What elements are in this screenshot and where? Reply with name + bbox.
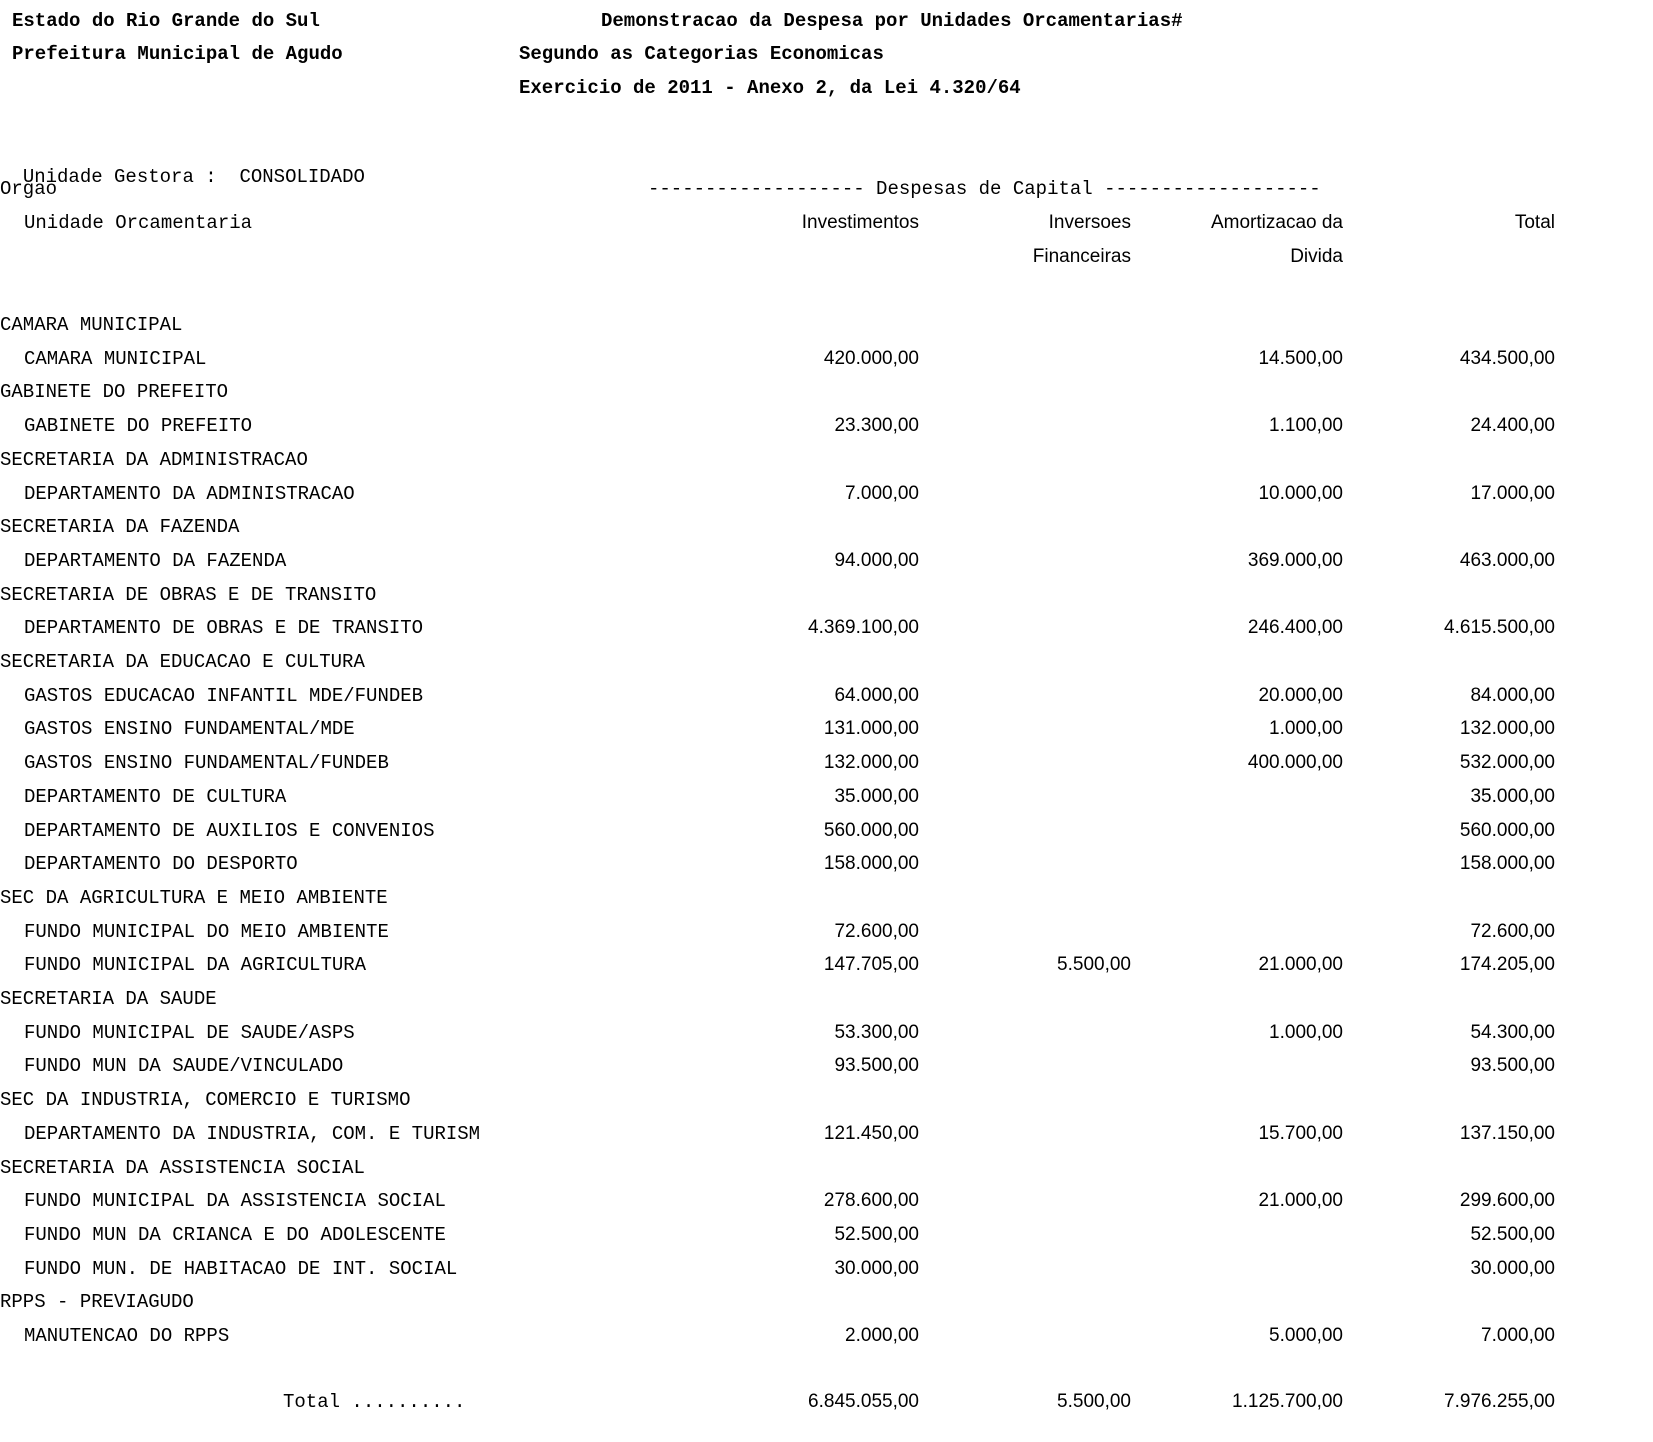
- cell-total: 52.500,00: [1470, 1224, 1555, 1245]
- col-header-unidade: Unidade Orcamentaria: [24, 212, 253, 234]
- cell-total: 560.000,00: [1459, 820, 1555, 841]
- unidade-name: FUNDO MUNICIPAL DO MEIO AMBIENTE: [24, 921, 389, 943]
- unidade-row: [0, 1054, 1653, 1078]
- cell-investimentos: 52.500,00: [834, 1224, 919, 1245]
- unidade-name: GASTOS ENSINO FUNDAMENTAL/FUNDEB: [24, 752, 389, 774]
- unidade-name: FUNDO MUN DA CRIANCA E DO ADOLESCENTE: [24, 1224, 446, 1246]
- totals-amortizacao: 1.125.700,00: [1232, 1391, 1343, 1412]
- unidade-row: [0, 920, 1653, 944]
- unidade-name: GASTOS ENSINO FUNDAMENTAL/MDE: [24, 718, 355, 740]
- cell-total: 463.000,00: [1459, 550, 1555, 571]
- cell-amortizacao: 14.500,00: [1258, 348, 1343, 369]
- col-header-orgao: Orgao: [0, 178, 58, 200]
- orgao-row: [0, 987, 1653, 1011]
- cell-amortizacao: 1.100,00: [1269, 415, 1343, 436]
- report-title: Demonstracao da Despesa por Unidades Orcamentarias#: [601, 10, 1183, 32]
- report-exercise: Exercicio de 2011 - Anexo 2, da Lei 4.320/64: [519, 77, 1021, 99]
- state-name: Estado do Rio Grande do Sul: [12, 10, 320, 32]
- report-subtitle: Segundo as Categorias Economicas: [519, 43, 884, 65]
- unidade-row: [0, 751, 1653, 775]
- cell-amortizacao: 21.000,00: [1258, 1190, 1343, 1211]
- cell-amortizacao: 10.000,00: [1258, 483, 1343, 504]
- unidade-row: [0, 819, 1653, 843]
- totals-label: Total ..........: [283, 1391, 466, 1413]
- cell-investimentos: 7.000,00: [845, 483, 919, 504]
- unidade-name: FUNDO MUN DA SAUDE/VINCULADO: [24, 1055, 344, 1077]
- unidade-name: GABINETE DO PREFEITO: [24, 415, 253, 437]
- unidade-row: [0, 852, 1653, 876]
- cell-amortizacao: 400.000,00: [1247, 752, 1343, 773]
- orgao-name: SEC DA AGRICULTURA E MEIO AMBIENTE: [0, 887, 388, 909]
- cell-investimentos: 560.000,00: [823, 820, 919, 841]
- unidade-name: FUNDO MUN. DE HABITACAO DE INT. SOCIAL: [24, 1258, 458, 1280]
- cell-investimentos: 72.600,00: [834, 921, 919, 942]
- col-header-inversoes-line2: Financeiras: [1032, 246, 1131, 267]
- cell-amortizacao: 369.000,00: [1247, 550, 1343, 571]
- totals-total: 7.976.255,00: [1444, 1391, 1555, 1412]
- cell-total: 30.000,00: [1470, 1258, 1555, 1279]
- unidade-row: [0, 953, 1653, 977]
- cell-total: 84.000,00: [1470, 685, 1555, 706]
- orgao-row: [0, 313, 1653, 337]
- orgao-row: [0, 650, 1653, 674]
- cell-amortizacao: 15.700,00: [1258, 1123, 1343, 1144]
- col-header-inversoes: Inversoes: [1048, 212, 1131, 233]
- orgao-name: SEC DA INDUSTRIA, COMERCIO E TURISMO: [0, 1089, 411, 1111]
- cell-total: 17.000,00: [1470, 483, 1555, 504]
- unidade-row: [0, 717, 1653, 741]
- cell-total: 532.000,00: [1459, 752, 1555, 773]
- unidade-gestora-label: Unidade Gestora :: [22, 166, 217, 188]
- unidade-name: DEPARTAMENTO DA FAZENDA: [24, 550, 287, 572]
- unidade-name: CAMARA MUNICIPAL: [24, 348, 207, 370]
- cell-total: 137.150,00: [1459, 1123, 1555, 1144]
- cell-investimentos: 131.000,00: [823, 718, 919, 739]
- unidade-name: FUNDO MUNICIPAL DE SAUDE/ASPS: [24, 1022, 355, 1044]
- orgao-name: SECRETARIA DA ADMINISTRACAO: [0, 449, 308, 471]
- cell-total: 72.600,00: [1470, 921, 1555, 942]
- col-header-amortizacao: Amortizacao da: [1210, 212, 1343, 233]
- cell-investimentos: 94.000,00: [834, 550, 919, 571]
- unidade-row: [0, 1122, 1653, 1146]
- cell-total: 132.000,00: [1459, 718, 1555, 739]
- cell-total: 24.400,00: [1470, 415, 1555, 436]
- unidade-name: DEPARTAMENTO DE OBRAS E DE TRANSITO: [24, 617, 424, 639]
- cell-total: 4.615.500,00: [1444, 617, 1555, 638]
- unidade-row: [0, 785, 1653, 809]
- cell-total: 434.500,00: [1459, 348, 1555, 369]
- orgao-name: SECRETARIA DA SAUDE: [0, 988, 217, 1010]
- unidade-row: [0, 684, 1653, 708]
- orgao-name: SECRETARIA DE OBRAS E DE TRANSITO: [0, 584, 377, 606]
- cell-investimentos: 147.705,00: [823, 954, 919, 975]
- unidade-row: [0, 1257, 1653, 1281]
- unidade-name: DEPARTAMENTO DE CULTURA: [24, 786, 287, 808]
- col-header-total: Total: [1514, 212, 1555, 233]
- unidade-name: FUNDO MUNICIPAL DA ASSISTENCIA SOCIAL: [24, 1190, 446, 1212]
- orgao-name: SECRETARIA DA ASSISTENCIA SOCIAL: [0, 1157, 365, 1179]
- orgao-name: RPPS - PREVIAGUDO: [0, 1291, 194, 1313]
- unidade-name: FUNDO MUNICIPAL DA AGRICULTURA: [24, 954, 367, 976]
- orgao-name: SECRETARIA DA EDUCACAO E CULTURA: [0, 651, 365, 673]
- orgao-row: [0, 380, 1653, 404]
- col-header-amortizacao-line2: Divida: [1290, 246, 1343, 267]
- cell-amortizacao: 1.000,00: [1269, 1022, 1343, 1043]
- cell-investimentos: 35.000,00: [834, 786, 919, 807]
- orgao-row: [0, 1156, 1653, 1180]
- col-header-group-capital: ------------------- Despesas de Capital -------------------: [648, 178, 1321, 200]
- cell-investimentos: 4.369.100,00: [808, 617, 919, 638]
- orgao-name: SECRETARIA DA FAZENDA: [0, 516, 240, 538]
- orgao-row: [0, 448, 1653, 472]
- cell-amortizacao: 21.000,00: [1258, 954, 1343, 975]
- cell-amortizacao: 246.400,00: [1247, 617, 1343, 638]
- cell-total: 54.300,00: [1470, 1022, 1555, 1043]
- cell-amortizacao: 5.000,00: [1269, 1325, 1343, 1346]
- cell-total: 158.000,00: [1459, 853, 1555, 874]
- cell-investimentos: 93.500,00: [834, 1055, 919, 1076]
- cell-investimentos: 121.450,00: [823, 1123, 919, 1144]
- unidade-row: [0, 414, 1653, 438]
- cell-investimentos: 2.000,00: [845, 1325, 919, 1346]
- unidade-name: GASTOS EDUCACAO INFANTIL MDE/FUNDEB: [24, 685, 424, 707]
- unidade-row: [0, 1324, 1653, 1348]
- cell-investimentos: 278.600,00: [823, 1190, 919, 1211]
- cell-total: 35.000,00: [1470, 786, 1555, 807]
- unidade-row: [0, 616, 1653, 640]
- cell-total: 174.205,00: [1459, 954, 1555, 975]
- unidade-gestora-value: CONSOLIDADO: [239, 166, 365, 188]
- orgao-row: [0, 886, 1653, 910]
- cell-inversoes: 5.500,00: [1057, 954, 1131, 975]
- cell-investimentos: 53.300,00: [834, 1022, 919, 1043]
- unidade-row: [0, 1223, 1653, 1247]
- unidade-name: DEPARTAMENTO DE AUXILIOS E CONVENIOS: [24, 820, 435, 842]
- orgao-row: [0, 515, 1653, 539]
- cell-investimentos: 158.000,00: [823, 853, 919, 874]
- unidade-row: [0, 482, 1653, 506]
- unidade-name: DEPARTAMENTO DA INDUSTRIA, COM. E TURISM: [24, 1123, 481, 1145]
- unidade-name: MANUTENCAO DO RPPS: [24, 1325, 230, 1347]
- cell-investimentos: 420.000,00: [823, 348, 919, 369]
- orgao-name: GABINETE DO PREFEITO: [0, 381, 229, 403]
- col-header-investimentos: Investimentos: [801, 212, 919, 233]
- cell-total: 93.500,00: [1470, 1055, 1555, 1076]
- orgao-row: [0, 583, 1653, 607]
- cell-investimentos: 64.000,00: [834, 685, 919, 706]
- cell-total: 7.000,00: [1481, 1325, 1555, 1346]
- unidade-name: DEPARTAMENTO DA ADMINISTRACAO: [24, 483, 355, 505]
- orgao-name: CAMARA MUNICIPAL: [0, 314, 183, 336]
- municipality-name: Prefeitura Municipal de Agudo: [12, 43, 343, 65]
- orgao-row: [0, 1290, 1653, 1314]
- totals-row: [0, 1390, 1653, 1414]
- orgao-row: [0, 1088, 1653, 1112]
- totals-investimentos: 6.845.055,00: [808, 1391, 919, 1412]
- unidade-row: [0, 1189, 1653, 1213]
- cell-amortizacao: 1.000,00: [1269, 718, 1343, 739]
- cell-total: 299.600,00: [1459, 1190, 1555, 1211]
- cell-investimentos: 132.000,00: [823, 752, 919, 773]
- unidade-row: [0, 347, 1653, 371]
- cell-investimentos: 30.000,00: [834, 1258, 919, 1279]
- cell-investimentos: 23.300,00: [834, 415, 919, 436]
- unidade-row: [0, 549, 1653, 573]
- unidade-name: DEPARTAMENTO DO DESPORTO: [24, 853, 298, 875]
- cell-amortizacao: 20.000,00: [1258, 685, 1343, 706]
- totals-inversoes: 5.500,00: [1057, 1391, 1131, 1412]
- unidade-row: [0, 1021, 1653, 1045]
